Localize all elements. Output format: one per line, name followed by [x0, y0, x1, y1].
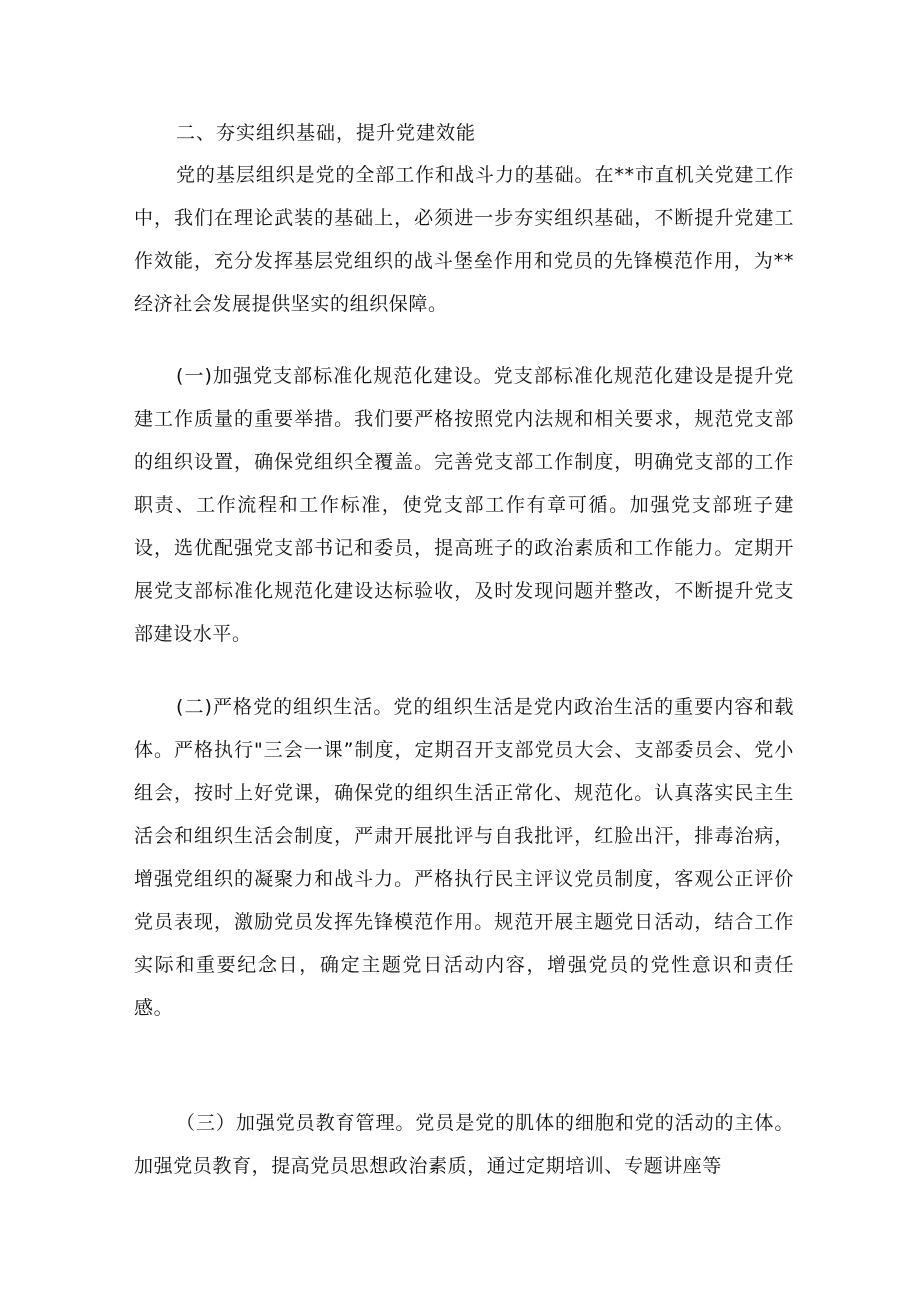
- paragraph-intro: 党的基层组织是党的全部工作和战斗力的基础。在**市直机关党建工作中，我们在理论武装的基础上，必须进一步夯实组织基础，不断提升党建工作效能，充分发挥基层党组织的战斗堡垒作用和党员的先锋模范作用，为**经济社会发展提供坚实的组织保障。: [134, 164, 794, 315]
- paragraph-member-education: （三）加强党员教育管理。党员是党的肌体的细胞和党的活动的主体。加强党员教育，提高党员思想政治素质，通过定期培训、专题讲座等: [134, 1112, 794, 1177]
- paragraph-organizational-life: (二)严格党的组织生活。党的组织生活是党内政治生活的重要内容和载体。严格执行"三会一课”制度，定期召开支部党员大会、支部委员会、党小组会，按时上好党课，确保党的组织生活正常化、规范化。认真落实民主生活会和组织生活会制度，严肃开展批评与自我批评，红脸出汗，排毒治病，增强党组织的凝聚力和战斗力。严格执行民主评议党员制度，客观公正评价党员表现，激励党员发挥先锋模范作用。规范开展主题党日活动，结合工作实际和重要纪念日，确定主题党日活动内容，增强党员的党性意识和责任感。: [134, 696, 794, 1019]
- section-heading: 二、夯实组织基础，提升党建效能: [176, 122, 477, 144]
- paragraph-branch-standardization: (一)加强党支部标准化规范化建设。党支部标准化规范化建设是提升党建工作质量的重要举措。我们要严格按照党内法规和相关要求，规范党支部的组织设置，确保党组织全覆盖。完善党支部工作制度，明确党支部的工作职责、工作流程和工作标准，使党支部工作有章可循。加强党支部班子建设，选优配强党支部书记和委员，提高班子的政治素质和工作能力。定期开展党支部标准化规范化建设达标验收，及时发现问题并整改，不断提升党支部建设水平。: [134, 365, 794, 645]
